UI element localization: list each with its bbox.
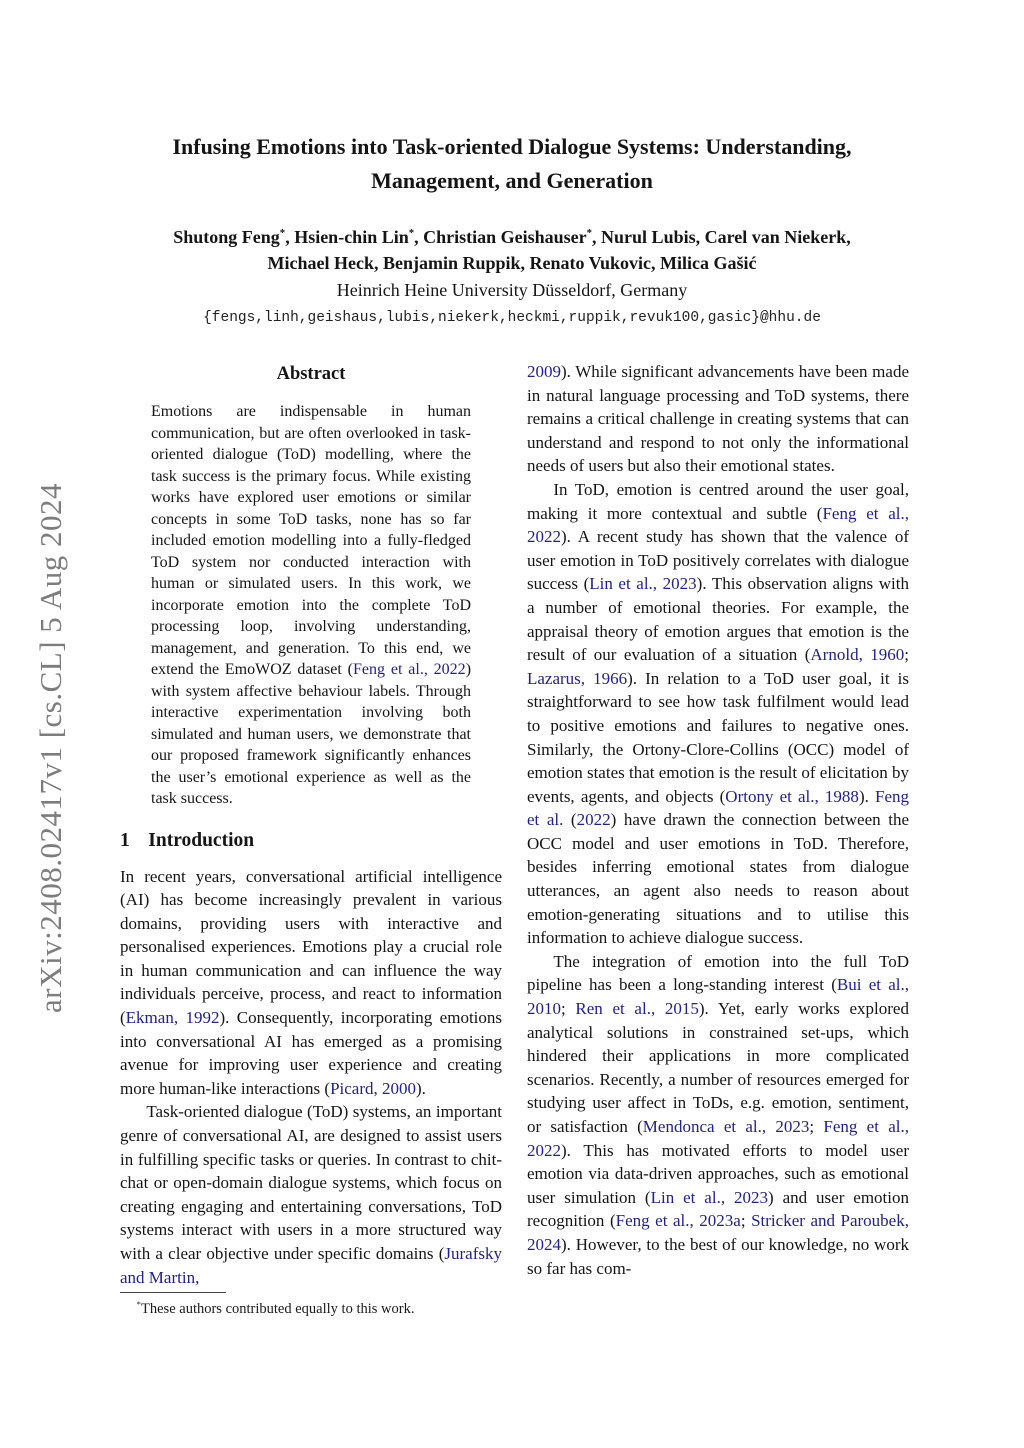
- citation-link[interactable]: Arnold, 1960: [810, 645, 905, 665]
- text-segment: , Christian Geishauser: [414, 227, 587, 247]
- citation-link[interactable]: Ortony et al., 1988: [725, 786, 859, 806]
- citation-link[interactable]: Feng et al.: [527, 786, 909, 830]
- text-segment: ) and user emotion recognition (: [527, 1187, 909, 1231]
- text-segment: ). Consequently, incorporating emotions into conversational AI has emerged as a promising avenue for improving user experience and creating more human-like interactions (: [120, 1008, 502, 1098]
- text-segment: Emotions are indispensable in human communication, but are often overlooked in task-oriented dialogue (ToD) modelling, where the task success is the primary focus. While existing works have explored user emotions or similar concepts in some ToD tasks, none has so far included emotion modelling into a fully-fledged ToD system nor conducted interaction with human or simulated users. In this work, we incorporate emotion into the complete ToD processing loop, involving understanding, management, and generation. To this end, we extend the EmoWOZ dataset (: [151, 403, 471, 678]
- footnote-marker: *: [408, 227, 415, 239]
- paper-header: [0, 130, 1024, 326]
- right-column: [527, 360, 909, 1346]
- text-segment: , Nurul Lubis, Carel van Niekerk,: [592, 227, 851, 247]
- footnote-divider: [120, 1292, 226, 1293]
- citation-link[interactable]: Lin et al., 2023: [650, 1187, 768, 1207]
- text-segment: , Hsien-chin Lin: [285, 227, 409, 247]
- text-segment: In recent years, conversational artificial intelligence (AI) has become increasingly prevalent in various domains, providing users with interactive and personalised experiences. Emotions play a crucial role in human communication and can influence the way individuals perceive, process, and react to information (: [120, 866, 502, 1028]
- text-segment: ). Yet, early works explored analytical solutions in constrained set-ups, which hindered their applications in more complicated scenarios. Recently, a number of resources emerged for studying user affect in ToDs, e.g. emotion, sentiment, or satisfaction (: [527, 999, 909, 1136]
- citation-link[interactable]: Lin et al., 2023: [589, 574, 697, 594]
- text-segment: Shutong Feng: [173, 227, 280, 247]
- text-segment: The integration of emotion into the full ToD pipeline has been a long-standing interest (: [527, 951, 909, 995]
- citation-link[interactable]: Feng et al., 2023a: [615, 1211, 741, 1231]
- text-segment: ). While significant advancements have been made in natural language processing and ToD systems, there remains a critical challenge in creating systems that can understand and respond to not only the informational needs of users but also their emotional states.: [527, 362, 909, 476]
- text-segment: ;: [809, 1117, 824, 1136]
- left-column: [120, 360, 502, 1292]
- citation-link[interactable]: Feng et al., 2022: [353, 661, 466, 678]
- section-heading-introduction: [120, 830, 502, 852]
- text-segment: ).: [858, 786, 875, 806]
- intro-paragraph-3: [527, 478, 909, 950]
- section-title: Introduction: [148, 829, 255, 851]
- citation-link[interactable]: 2009: [527, 362, 561, 381]
- citation-link[interactable]: Feng et al., 2022: [527, 1117, 909, 1160]
- footnote-marker: *: [586, 227, 593, 239]
- author-list: [0, 224, 1024, 276]
- text-segment: ).: [416, 1078, 426, 1098]
- intro-paragraph-2: [120, 1100, 502, 1289]
- text-segment: ). This has motivated efforts to model user emotion via data-driven approaches, such as emotional user simulation (: [527, 1140, 909, 1207]
- author-emails: {fengs,linh,geishaus,lubis,niekerk,heckmi,ruppik,revuk100,gasic}@hhu.de: [203, 310, 821, 326]
- text-segment: These authors contributed equally to this work.: [141, 1301, 415, 1317]
- text-segment: ;: [740, 1211, 752, 1231]
- citation-link[interactable]: Lazarus, 1966: [527, 668, 628, 688]
- text-segment: Task-oriented dialogue (ToD) systems, an important genre of conversational AI, are designed to assist users in fulfilling specific tasks or queries. In contrast to chit-chat or open-domain dialogue systems, which focus on creating engaging and entertaining conversations, ToD systems interact with users in a more structured way with a clear objective under specific domains (: [120, 1102, 502, 1263]
- text-segment: ). In relation to a ToD user goal, it is straightforward to see how task fulfilment would lead to positive emotions and failures to negative ones. Similarly, the Ortony-Clore-Collins (OCC) model of emotion states that emotion is the result of elicitation by events, agents, and objects (: [527, 668, 909, 806]
- author-line-2: Michael Heck, Benjamin Ruppik, Renato Vukovic, Milica Gašić: [267, 253, 757, 273]
- text-segment: ;: [904, 645, 909, 665]
- citation-link[interactable]: Jurafsky and Martin,: [120, 1244, 502, 1287]
- intro-paragraph-4: [527, 950, 909, 1280]
- text-segment: ) with system affective behaviour labels. Through interactive experimentation involving both simulated and human users, we demonstrate that our proposed framework significantly enhances the user’s emotional experience as well as the task success.: [151, 661, 472, 807]
- text-segment: ) have drawn the connection between the OCC model and user emotions in ToD. Therefore, besides inferring emotional states from dialogue utterances, an agent also needs to reason about emotion-generating situations and to utilise this information to achieve dialogue success.: [527, 810, 909, 948]
- arxiv-watermark: arXiv:2408.02417v1 [cs.CL] 5 Aug 2024: [33, 483, 68, 1013]
- citation-link[interactable]: Picard, 2000: [330, 1078, 417, 1098]
- footnote-block: [120, 1292, 502, 1319]
- intro-paragraph-1: [120, 865, 502, 1101]
- citation-link[interactable]: Ekman, 1992: [125, 1008, 220, 1028]
- text-segment: ). A recent study has shown that the valence of user emotion in ToD positively correlates with dialogue success (: [527, 527, 909, 594]
- citation-link[interactable]: Feng et al., 2022: [527, 503, 909, 547]
- paper-title: Infusing Emotions into Task-oriented Dialogue Systems: Understanding, Management, and Generation: [172, 134, 852, 193]
- citation-link[interactable]: 2022: [576, 810, 611, 830]
- citation-link[interactable]: Stricker and Paroubek, 2024: [527, 1211, 909, 1254]
- text-segment: ). However, to the best of our knowledge, no work so far has com-: [527, 1234, 909, 1278]
- citation-link[interactable]: Ren et al., 2015: [575, 999, 699, 1019]
- intro-paragraph-2-continued: [527, 360, 909, 478]
- text-segment: ). This observation aligns with a number of emotional theories. For example, the appraisal theory of emotion argues that emotion is the result of our evaluation of a situation (: [527, 574, 909, 665]
- text-segment: ;: [561, 999, 576, 1019]
- author-line-1: [0, 224, 1024, 250]
- abstract-paragraph: [151, 401, 471, 810]
- abstract-heading: Abstract: [276, 364, 346, 384]
- citation-link[interactable]: Mendonca et al., 2023: [642, 1117, 810, 1136]
- footnote-marker: *: [136, 1299, 142, 1310]
- text-segment: In ToD, emotion is centred around the user goal, making it more contextual and subtle (: [527, 479, 909, 523]
- affiliation: Heinrich Heine University Düsseldorf, Germany: [336, 280, 688, 300]
- footnote-marker: *: [279, 227, 286, 239]
- citation-link[interactable]: Bui et al., 2010: [527, 975, 909, 1019]
- section-number: 1: [120, 829, 130, 851]
- text-segment: (: [563, 810, 577, 830]
- equal-contribution-footnote: [120, 1300, 502, 1319]
